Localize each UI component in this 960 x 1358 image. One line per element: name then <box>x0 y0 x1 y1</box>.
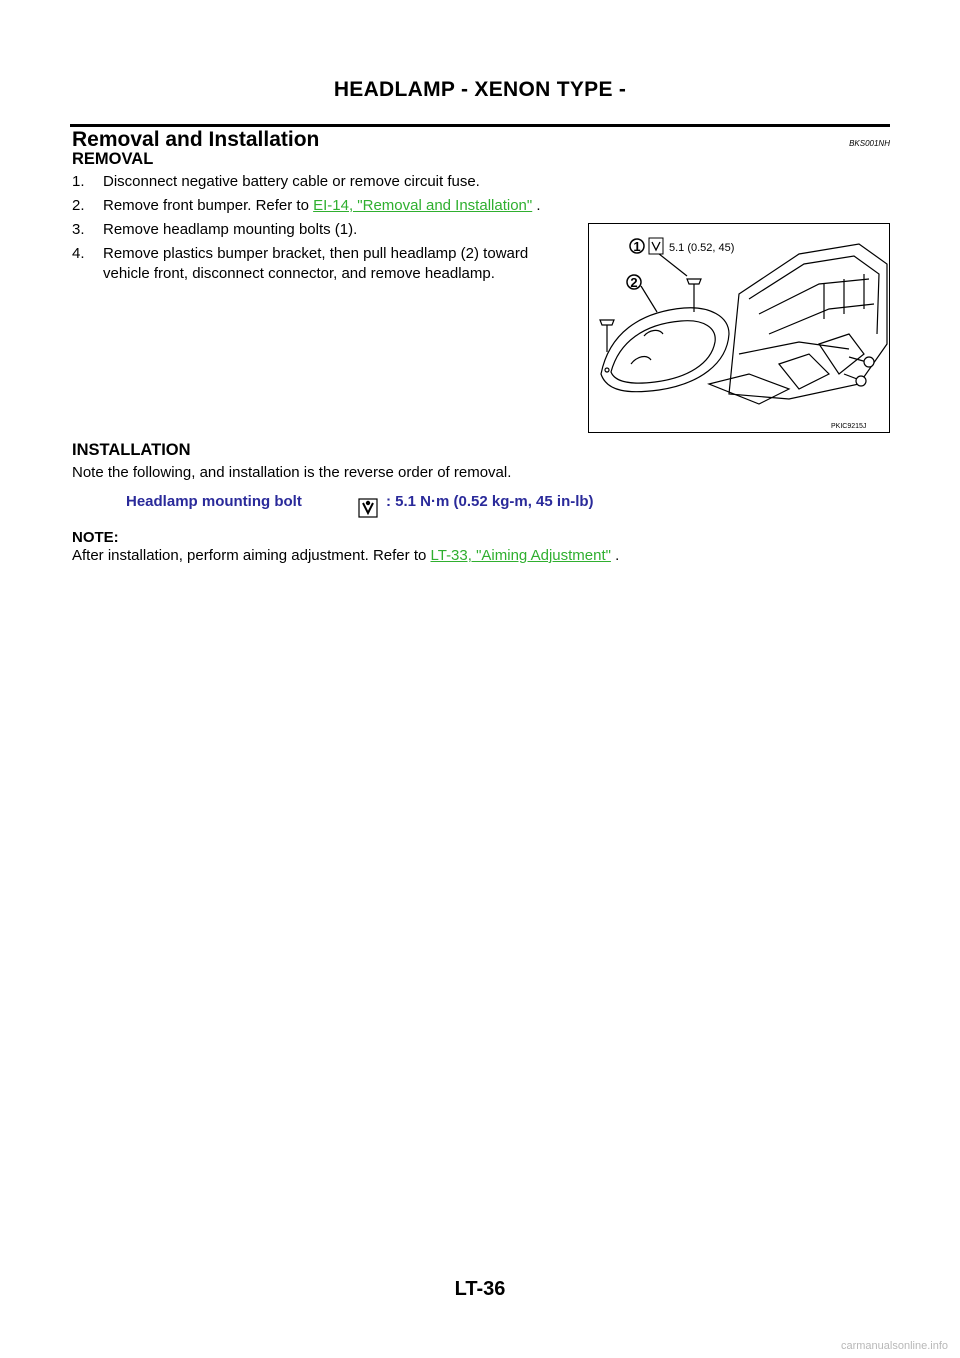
step-number: 4. <box>72 245 85 262</box>
step-text: Remove front bumper. Refer to <box>103 197 314 214</box>
removal-heading: REMOVAL <box>72 150 154 168</box>
spec-label: Headlamp mounting bolt <box>126 493 302 510</box>
installation-text: Note the following, and installation is the reverse order of removal. <box>72 464 512 481</box>
xref-link-lt-33[interactable]: LT-33, "Aiming Adjustment" <box>430 547 611 564</box>
note-label: NOTE: <box>72 529 119 546</box>
section-title: Removal and Installation <box>72 128 320 151</box>
note-text-after: . <box>610 547 620 564</box>
section-code: BKS001NH <box>849 139 890 148</box>
step-number: 1. <box>72 173 85 190</box>
step-text-after: . <box>532 197 541 214</box>
note-text-line <box>72 547 619 564</box>
step-text: Remove headlamp mounting bolts (1). <box>103 221 358 238</box>
page-number: LT-36 <box>454 1278 506 1300</box>
removal-step-1 <box>72 172 480 192</box>
callout-1: 1 <box>633 239 641 254</box>
installation-heading: INSTALLATION <box>72 441 191 459</box>
figure-code: PKIC9215J <box>831 423 867 430</box>
step-text: Disconnect negative battery cable or remove circuit fuse. <box>103 173 480 190</box>
step-number: 2. <box>72 197 85 214</box>
watermark: carmanualsonline.info <box>840 1340 948 1352</box>
step-number: 3. <box>72 221 85 238</box>
headlamp-removal-figure <box>588 223 890 433</box>
removal-step-2 <box>72 196 541 216</box>
note-text: After installation, perform aiming adjustment. Refer to <box>72 547 431 564</box>
torque-wrench-icon <box>358 498 378 518</box>
callout-2: 2 <box>630 275 638 290</box>
removal-step-3 <box>72 220 357 240</box>
removal-step-4 <box>72 244 573 284</box>
step-text: Remove plastics bumper bracket, then pull headlamp (2) toward vehicle front, disconnect connector, and remove headlamp. <box>103 245 529 282</box>
figure-torque-label: 5.1 (0.52, 45) <box>669 242 735 254</box>
spec-value: : 5.1 N·m (0.52 kg-m, 45 in-lb) <box>386 493 594 510</box>
page-header-title: HEADLAMP - XENON TYPE - <box>333 78 627 101</box>
torque-wrench-icon <box>649 238 663 254</box>
headlamp-illustration <box>589 224 889 432</box>
xref-link-ei-14[interactable]: EI-14, "Removal and Installation" <box>313 197 533 214</box>
header-rule <box>70 124 890 127</box>
